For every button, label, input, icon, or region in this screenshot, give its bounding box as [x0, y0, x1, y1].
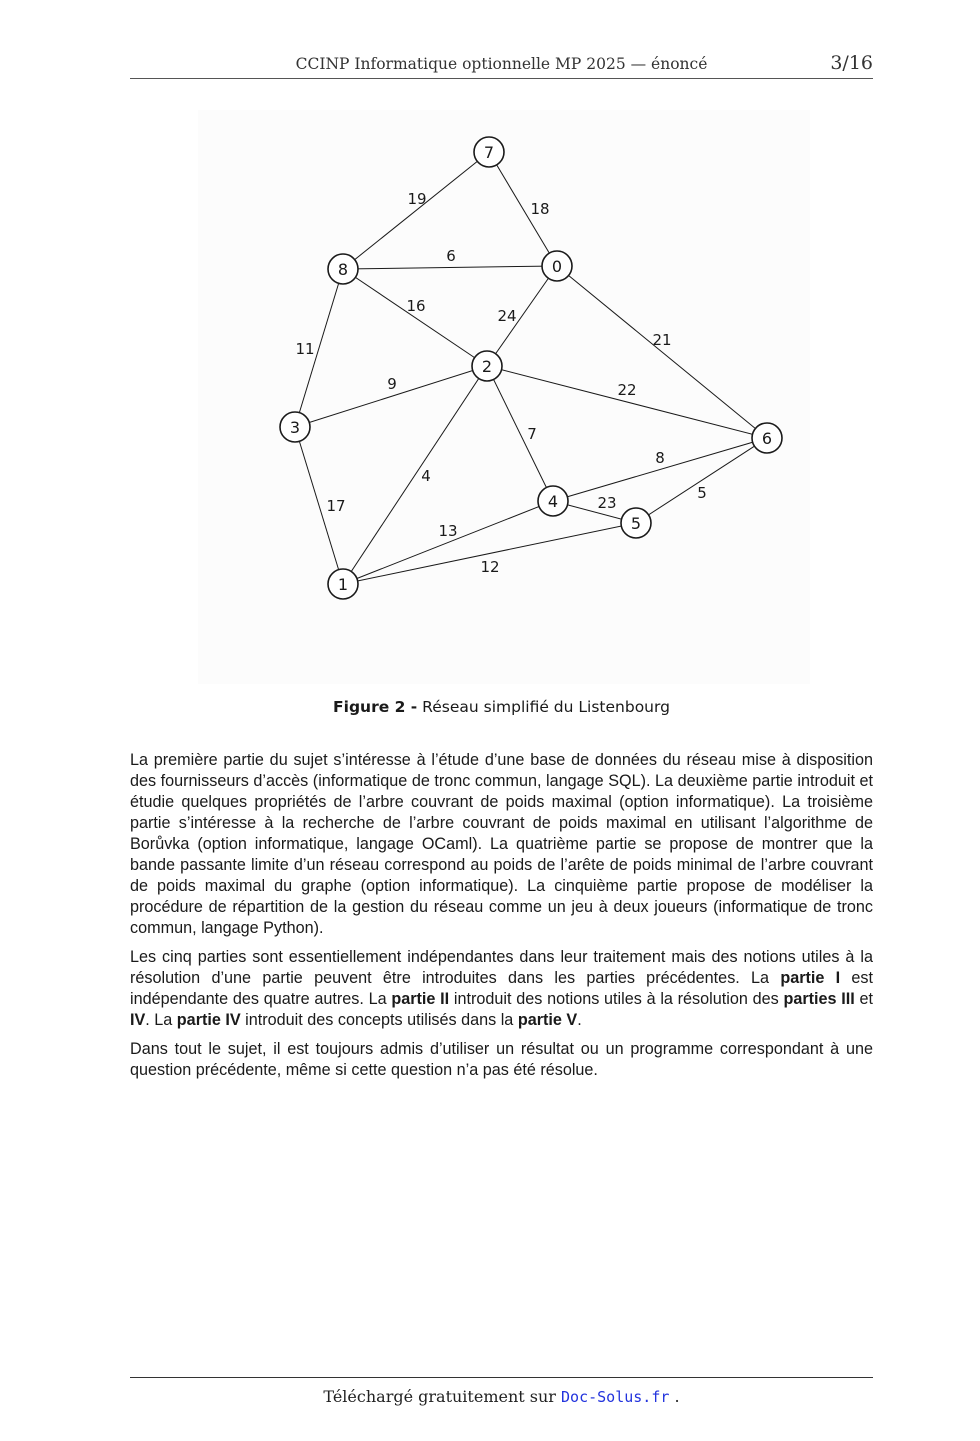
node-0: [542, 251, 572, 281]
edge-8-2: [343, 269, 487, 366]
node-5: [621, 508, 651, 538]
bold-part-ref: partie V: [517, 1011, 578, 1029]
text-run: est indépendante des quatre autres. La: [130, 969, 874, 1008]
edge-0-6: [557, 266, 767, 438]
header-title: CCINP Informatique optionnelle MP 2025 — énoncé: [295, 55, 708, 73]
paragraph-intro: La première partie du sujet s’intéresse à l’étude d’une base de données du réseau mise à disposition des fournisseurs d’accès (informatique de tronc commun, langage SQL). La deuxième partie introduit et étudie quelques propriétés de l’arbre couvrant de poids maximal (option informatique). La troisième partie s’intéresse à la recherche de l’arbre couvrant de poids maximal en utilisant l’algorithme de Borůvka (option informatique, langage OCaml). La quatrième partie se propose de montrer que la bande passante limite d’un réseau correspond au poids de l’arête de poids minimal de l’arbre couvrant de poids maximal du graphe (option informatique). La cinquième partie propose de modéliser la procédure de répartition de la gestion du réseau comme un jeu à deux joueurs (informatique de tronc commun, langage Python).: [130, 751, 873, 937]
node-label: 0: [551, 257, 563, 276]
node-label: 4: [547, 492, 559, 511]
edge-8-0: [343, 266, 557, 269]
text-run: et: [854, 990, 874, 1008]
edge-7-8: [343, 152, 489, 269]
network-graph: [0, 0, 980, 700]
caption-text: Réseau simplifié du Listenbourg: [417, 698, 670, 716]
edge-weight-label: 23: [597, 494, 617, 512]
text-run: .: [577, 1011, 582, 1029]
edge-weight-label: 6: [446, 247, 456, 265]
page-footer: [130, 1387, 873, 1406]
text-run: . La: [145, 1011, 177, 1029]
bold-part-ref: partie IV: [176, 1011, 241, 1029]
footer-suffix: .: [669, 1387, 680, 1406]
footer-rule: [130, 1377, 873, 1378]
edge-4-6: [553, 438, 767, 501]
edge-weight-label: 13: [438, 522, 458, 540]
edge-weight-label: 12: [480, 558, 500, 576]
edge-weight-label: 7: [527, 425, 537, 443]
edge-weight-label: 11: [295, 340, 315, 358]
text-run: introduit des notions utiles à la résolution des: [449, 990, 784, 1008]
node-4: [538, 486, 568, 516]
edge-weight-label: 5: [697, 484, 707, 502]
bold-part-ref: partie II: [391, 990, 450, 1008]
edge-weight-label: 16: [406, 297, 426, 315]
bold-part-ref: partie I: [780, 969, 841, 987]
text-run: introduit des concepts utilisés dans la: [240, 1011, 518, 1029]
node-label: 1: [337, 575, 349, 594]
node-7: [474, 137, 504, 167]
paragraph-note: Dans tout le sujet, il est toujours admis d’utiliser un résultat ou un programme correspondant à une question précédente, même si cette question n’a pas été résolue.: [130, 1040, 873, 1079]
node-6: [752, 423, 782, 453]
bold-part-ref: parties III: [783, 990, 855, 1008]
edge-1-4: [343, 501, 553, 584]
edge-weight-label: 4: [421, 467, 431, 485]
doc-solus-link[interactable]: Doc-Solus.fr: [561, 1388, 670, 1406]
edge-weight-label: 9: [387, 375, 397, 393]
edge-weight-label: 19: [407, 190, 427, 208]
edge-weight-label: 18: [530, 200, 550, 218]
bold-part-ref: IV: [130, 1011, 146, 1029]
edge-2-1: [343, 366, 487, 584]
edge-2-4: [487, 366, 553, 501]
node-label: 6: [761, 429, 773, 448]
node-label: 3: [289, 418, 301, 437]
footer-prefix: Téléchargé gratuitement sur: [323, 1387, 562, 1406]
node-8: [328, 254, 358, 284]
node-label: 5: [630, 514, 642, 533]
caption-label: Figure 2 -: [333, 698, 418, 716]
edge-weight-label: 24: [497, 307, 517, 325]
node-label: 2: [481, 357, 493, 376]
node-label: 7: [483, 143, 495, 162]
figure-caption: [130, 698, 873, 716]
body-text: [130, 750, 873, 1089]
edge-weight-label: 21: [652, 331, 672, 349]
text-run: Les cinq parties sont essentiellement indépendantes dans leur traitement mais des notions utiles à la résolution d’une partie peuvent être introduites dans les parties précédentes. La: [130, 948, 873, 987]
paragraph-parts: [130, 947, 873, 1031]
edge-weight-label: 22: [617, 381, 637, 399]
node-label: 8: [337, 260, 349, 279]
node-1: [328, 569, 358, 599]
node-2: [472, 351, 502, 381]
page-number: 3/16: [830, 52, 873, 74]
node-3: [280, 412, 310, 442]
edge-weight-label: 8: [655, 449, 665, 467]
edge-weight-label: 17: [326, 497, 346, 515]
